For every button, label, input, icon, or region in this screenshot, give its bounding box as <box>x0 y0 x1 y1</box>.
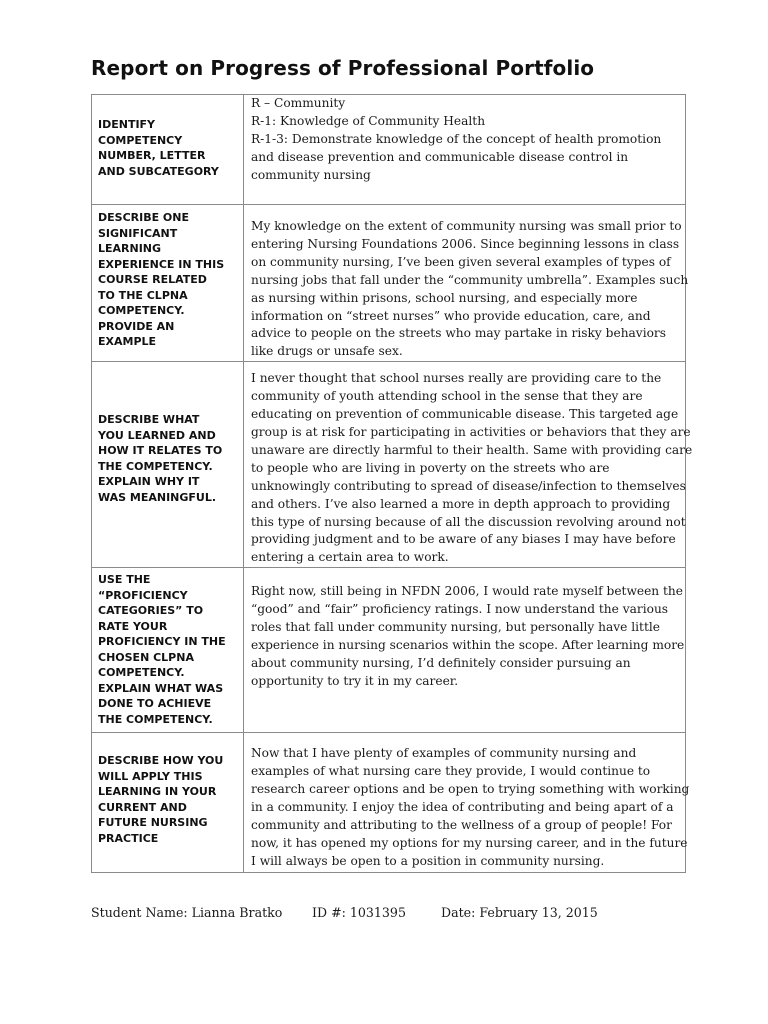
row-label-line: COURSE RELATED <box>98 273 207 286</box>
row-text-line: in a community. I enjoy the idea of contributing and being apart of a <box>251 799 674 814</box>
row-label-line: DESCRIBE WHAT <box>98 413 200 427</box>
row-text-line: roles that fall under community nursing, but personally have little <box>251 620 660 635</box>
row-label <box>92 753 243 846</box>
row-value-cell <box>244 95 686 205</box>
portfolio-table <box>91 94 693 873</box>
table-row <box>92 362 686 568</box>
row-value-cell <box>244 568 686 733</box>
row-text-line: Right now, still being in NFDN 2006, I would rate myself between the <box>251 584 683 599</box>
row-label-line: HOW IT RELATES TO <box>98 444 223 458</box>
row-label-line: COMPETENCY. <box>98 666 185 680</box>
row-label-line: NUMBER, LETTER <box>98 149 206 162</box>
row-label <box>92 572 243 727</box>
row-text-line: information on “street nurses” who provide education, care, and <box>251 308 651 323</box>
row-label-line: SIGNIFICANT <box>98 226 178 240</box>
row-text-line: nursing jobs that fall under the “community umbrella”. Examples such <box>251 272 689 287</box>
table-row <box>92 733 686 873</box>
row-label-line: PROFICIENCY IN THE <box>98 635 226 649</box>
row-text-line: unaware are directly harmful to their health. Same with providing care <box>251 442 693 457</box>
row-text-line: experience in nursing scenarios within the scope. After learning more <box>251 637 685 652</box>
row-label-line: THE COMPETENCY. <box>98 459 213 473</box>
row-text-line: community and attributing to the wellness of a group of people! For <box>251 817 672 832</box>
row-value-cell <box>244 205 689 362</box>
row-text-line: R-1: Knowledge of Community Health <box>251 113 486 128</box>
row-text-line: about community nursing, I’d definitely consider pursuing an <box>251 655 631 670</box>
row-label-line: DESCRIBE ONE <box>98 211 190 224</box>
row-text-line: advice to people on the streets who may partake in risky behaviors <box>251 326 667 341</box>
row-text-line: now, it has opened my options for my nursing career, and in the future <box>251 835 688 850</box>
row-text-line: examples of what nursing care they provide, I would continue to <box>251 764 651 779</box>
row-label-line: “PROFICIENCY <box>98 588 188 602</box>
row-label-line: PRACTICE <box>98 831 159 845</box>
row-label-cell <box>92 733 244 873</box>
row-value <box>244 583 685 690</box>
row-text-line: as nursing within prisons, school nursing, and especially more <box>251 290 638 305</box>
row-label-line: CHOSEN CLPNA <box>98 650 194 664</box>
table-row <box>92 95 686 205</box>
row-label-cell <box>92 568 244 733</box>
table-row <box>92 205 686 362</box>
row-label-line: PROVIDE AN <box>98 319 175 333</box>
row-text-line: like drugs or unsafe sex. <box>251 344 403 359</box>
row-text-line: and disease prevention and communicable disease control in <box>251 149 629 164</box>
row-text-line: R-1-3: Demonstrate knowledge of the concept of health promotion <box>251 131 662 146</box>
row-label-line: CURRENT AND <box>98 800 187 814</box>
row-label-line: DESCRIBE HOW YOU <box>98 754 224 768</box>
row-text-line: to people who are living in poverty on the streets who are <box>251 460 610 475</box>
row-text-line: I will always be open to a position in community nursing. <box>251 853 605 868</box>
row-text-line: R – Community <box>251 96 346 110</box>
row-text-line: My knowledge on the extent of community nursing was small prior to <box>251 219 682 233</box>
row-label-cell <box>92 95 244 205</box>
row-label <box>92 412 243 505</box>
row-text-line: group is at risk for participating in activities or behaviors that they are <box>251 424 691 439</box>
student-name: Student Name: Lianna Bratko <box>91 905 283 920</box>
row-label-line: EXPLAIN WHAT WAS <box>98 681 224 695</box>
row-label-line: LEARNING <box>98 242 162 255</box>
page-title: Report on Progress of Professional Portfolio <box>91 56 595 80</box>
row-label-line: DONE TO ACHIEVE <box>98 697 212 711</box>
student-id: ID #: 1031395 <box>312 905 406 920</box>
row-label-line: CATEGORIES” TO <box>98 604 204 618</box>
row-label-line: IDENTIFY <box>98 118 156 131</box>
report-date: Date: February 13, 2015 <box>441 905 598 920</box>
row-text-line: “good” and “fair” proficiency ratings. I now understand the various <box>251 602 669 617</box>
row-text-line: educating on prevention of communicable disease. This targeted age <box>251 407 679 422</box>
row-text-line: opportunity to try it in my career. <box>251 673 459 688</box>
row-label-cell <box>92 205 244 362</box>
row-value-cell <box>244 362 693 568</box>
row-label-line: EXPERIENCE IN THIS <box>98 257 225 271</box>
row-label-line: RATE YOUR <box>98 619 168 633</box>
row-text-line: community of youth attending school in the sense that they are <box>251 389 643 404</box>
row-label-line: FUTURE NURSING <box>98 816 208 830</box>
row-value <box>244 745 690 870</box>
row-label <box>92 117 243 179</box>
row-label-line: EXAMPLE <box>98 335 157 348</box>
row-label-cell <box>92 362 244 568</box>
row-label-line: WAS MEANINGFUL. <box>98 490 217 504</box>
row-text-line: research career options and be open to trying something with working <box>251 782 690 797</box>
row-value <box>244 370 693 567</box>
row-label-line: YOU LEARNED AND <box>98 428 216 442</box>
row-value <box>244 218 689 361</box>
row-value <box>244 95 685 185</box>
row-text-line: entering a certain area to work. <box>251 550 449 565</box>
row-text-line: I never thought that school nurses really are providing care to the <box>251 371 662 386</box>
row-text-line: on community nursing, I’ve been given several examples of types of <box>251 254 671 269</box>
row-text-line: community nursing <box>251 167 371 182</box>
row-label-line: LEARNING IN YOUR <box>98 785 217 799</box>
row-label <box>92 210 243 350</box>
row-text-line: Now that I have plenty of examples of community nursing and <box>251 746 637 761</box>
row-text-line: and others. I’ve also learned a more in depth approach to providing <box>251 496 671 511</box>
row-text-line: unknowingly contributing to spread of disease/infection to themselves <box>251 478 686 493</box>
row-label-line: TO THE CLPNA <box>98 288 188 302</box>
row-text-line: this type of nursing because of all the discussion revolving around not <box>251 514 686 529</box>
row-label-line: WILL APPLY THIS <box>98 769 203 783</box>
row-label-line: COMPETENCY. <box>98 304 185 317</box>
row-label-line: USE THE <box>98 573 151 587</box>
row-label-line: COMPETENCY <box>98 133 183 147</box>
row-label-line: AND SUBCATEGORY <box>98 164 219 178</box>
row-label-line: THE COMPETENCY. <box>98 712 213 726</box>
row-value-cell <box>244 733 690 873</box>
row-label-line: EXPLAIN WHY IT <box>98 475 200 489</box>
table-row <box>92 568 686 733</box>
row-text-line: entering Nursing Foundations 2006. Since beginning lessons in class <box>251 236 680 251</box>
row-text-line: providing judgment and to be aware of any biases I may have before <box>251 532 676 547</box>
